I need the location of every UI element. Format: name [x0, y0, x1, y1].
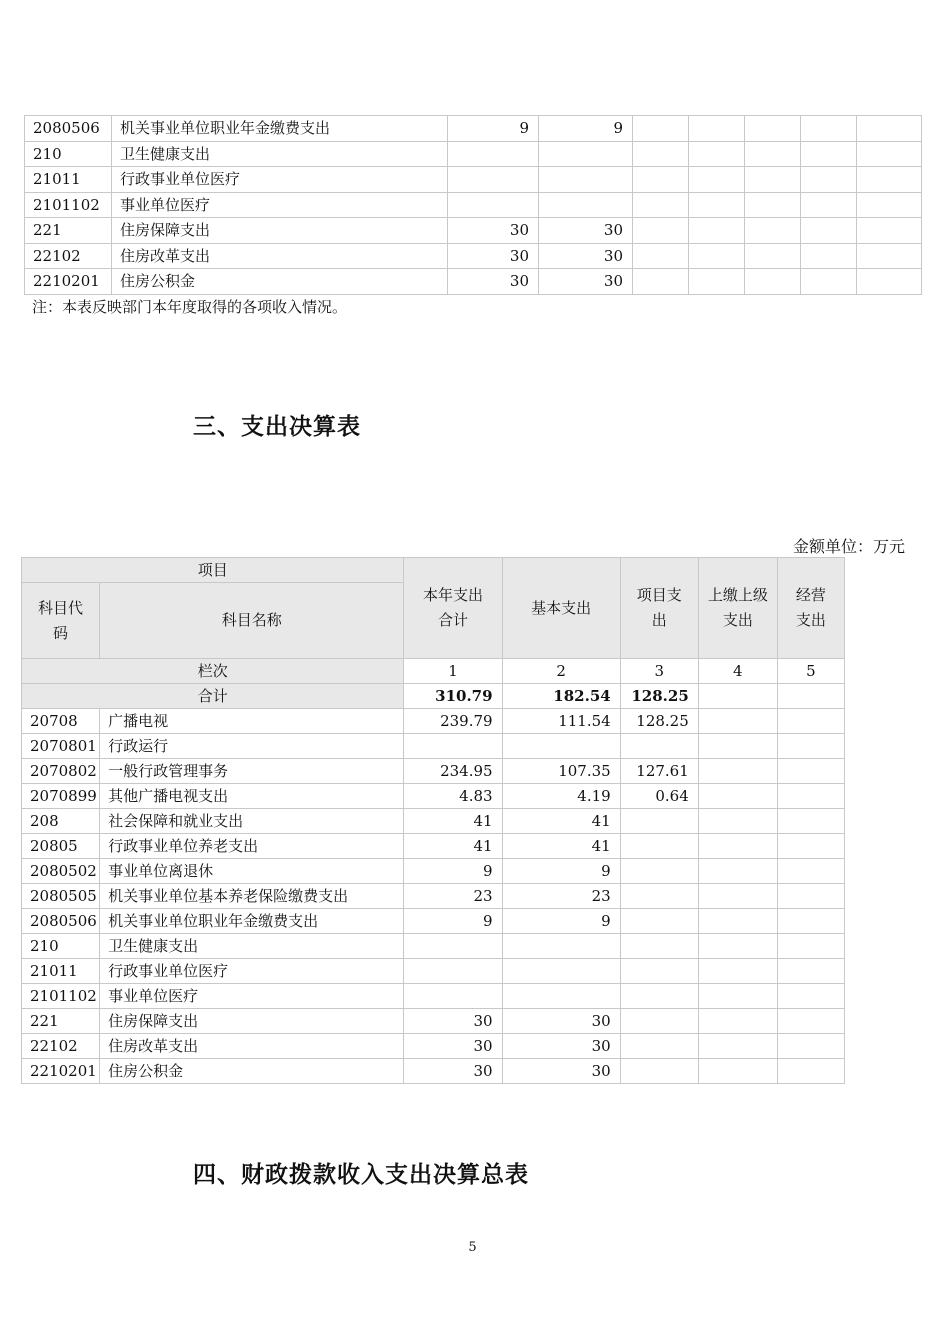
table-row: [22, 759, 845, 784]
empty-cell: [689, 269, 745, 295]
basic-expenditure: [502, 934, 620, 959]
subject-name: 住房保障支出: [100, 1009, 404, 1034]
value-col-2: [539, 192, 633, 218]
total-row-business: [777, 684, 844, 709]
basic-expenditure: 107.35: [502, 759, 620, 784]
empty-cell: [633, 116, 689, 142]
header-total: 本年支出合计: [404, 558, 502, 659]
table-row: [22, 834, 845, 859]
project-expenditure: [620, 909, 698, 934]
project-expenditure: [620, 1059, 698, 1084]
remit-expenditure: [698, 959, 777, 984]
business-expenditure: [777, 734, 844, 759]
total-row-basic: 182.54: [502, 684, 620, 709]
table-row: [22, 809, 845, 834]
project-expenditure: [620, 1034, 698, 1059]
value-col-2: [539, 141, 633, 167]
column-index-4: 4: [698, 659, 777, 684]
value-col-1: 30: [448, 243, 539, 269]
remit-expenditure: [698, 1059, 777, 1084]
empty-cell: [801, 192, 857, 218]
subject-code: 2080502: [22, 859, 100, 884]
subject-name: 其他广播电视支出: [100, 784, 404, 809]
value-col-1: 30: [448, 218, 539, 244]
empty-cell: [801, 116, 857, 142]
subject-name: 住房保障支出: [112, 218, 448, 244]
project-expenditure: 128.25: [620, 709, 698, 734]
total-expenditure: [404, 959, 502, 984]
subject-code: 2070899: [22, 784, 100, 809]
empty-cell: [857, 192, 922, 218]
table-footnote: 注：本表反映部门本年度取得的各项收入情况。: [32, 298, 348, 316]
total-row-label: 合计: [22, 684, 404, 709]
table-row: [22, 1009, 845, 1034]
subject-name: 事业单位医疗: [100, 984, 404, 1009]
table-row: [22, 709, 845, 734]
subject-code: 2080506: [22, 909, 100, 934]
project-expenditure: [620, 984, 698, 1009]
project-expenditure: [620, 1009, 698, 1034]
header-basic: 基本支出: [502, 558, 620, 659]
subject-code: 22102: [25, 243, 112, 269]
column-index-2: 2: [502, 659, 620, 684]
empty-cell: [689, 218, 745, 244]
business-expenditure: [777, 1059, 844, 1084]
business-expenditure: [777, 984, 844, 1009]
basic-expenditure: [502, 959, 620, 984]
basic-expenditure: 4.19: [502, 784, 620, 809]
subject-code: 2101102: [25, 192, 112, 218]
section-title-expenditure: 三、支出决算表: [193, 414, 361, 440]
table-row: [22, 1059, 845, 1084]
project-expenditure: [620, 834, 698, 859]
business-expenditure: [777, 909, 844, 934]
project-expenditure: 127.61: [620, 759, 698, 784]
value-col-1: [448, 167, 539, 193]
column-index-3: 3: [620, 659, 698, 684]
header-name: 科目名称: [100, 583, 404, 659]
subject-name: 社会保障和就业支出: [100, 809, 404, 834]
remit-expenditure: [698, 934, 777, 959]
subject-code: 20805: [22, 834, 100, 859]
basic-expenditure: 30: [502, 1034, 620, 1059]
subject-code: 21011: [22, 959, 100, 984]
value-col-1: [448, 192, 539, 218]
table-row: [25, 116, 922, 142]
subject-code: 221: [25, 218, 112, 244]
empty-cell: [633, 269, 689, 295]
value-col-2: 30: [539, 269, 633, 295]
header-remit: 上缴上级支出: [698, 558, 777, 659]
subject-code: 2080506: [25, 116, 112, 142]
table-row: [22, 859, 845, 884]
total-row-project: 128.25: [620, 684, 698, 709]
basic-expenditure: 30: [502, 1059, 620, 1084]
business-expenditure: [777, 859, 844, 884]
table-row: [22, 984, 845, 1009]
subject-code: 2070801: [22, 734, 100, 759]
total-expenditure: [404, 734, 502, 759]
unit-label: 金额单位：万元: [793, 537, 906, 556]
empty-cell: [689, 192, 745, 218]
table-row: [22, 784, 845, 809]
value-col-1: [448, 141, 539, 167]
business-expenditure: [777, 709, 844, 734]
total-expenditure: 4.83: [404, 784, 502, 809]
subject-name: 卫生健康支出: [100, 934, 404, 959]
total-expenditure: 41: [404, 809, 502, 834]
empty-cell: [745, 192, 801, 218]
basic-expenditure: 9: [502, 909, 620, 934]
expenditure-table: [21, 557, 845, 1084]
subject-name: 住房公积金: [112, 269, 448, 295]
empty-cell: [801, 218, 857, 244]
value-col-2: 30: [539, 218, 633, 244]
header-code: 科目代码: [22, 583, 100, 659]
project-expenditure: [620, 884, 698, 909]
total-expenditure: [404, 984, 502, 1009]
subject-name: 一般行政管理事务: [100, 759, 404, 784]
total-expenditure: 9: [404, 859, 502, 884]
subject-name: 卫生健康支出: [112, 141, 448, 167]
header-item: 项目: [22, 558, 404, 583]
value-col-2: 30: [539, 243, 633, 269]
remit-expenditure: [698, 884, 777, 909]
basic-expenditure: 30: [502, 1009, 620, 1034]
subject-name: 广播电视: [100, 709, 404, 734]
empty-cell: [857, 141, 922, 167]
subject-code: 208: [22, 809, 100, 834]
empty-cell: [745, 269, 801, 295]
subject-name: 机关事业单位职业年金缴费支出: [112, 116, 448, 142]
total-expenditure: 30: [404, 1059, 502, 1084]
remit-expenditure: [698, 784, 777, 809]
total-expenditure: 234.95: [404, 759, 502, 784]
empty-cell: [633, 218, 689, 244]
column-index-1: 1: [404, 659, 502, 684]
empty-cell: [801, 243, 857, 269]
subject-name: 住房公积金: [100, 1059, 404, 1084]
empty-cell: [857, 243, 922, 269]
project-expenditure: [620, 934, 698, 959]
subject-name: 机关事业单位职业年金缴费支出: [100, 909, 404, 934]
business-expenditure: [777, 834, 844, 859]
project-expenditure: 0.64: [620, 784, 698, 809]
empty-cell: [745, 116, 801, 142]
total-expenditure: 30: [404, 1009, 502, 1034]
value-col-1: 9: [448, 116, 539, 142]
empty-cell: [633, 243, 689, 269]
subject-code: 221: [22, 1009, 100, 1034]
subject-name: 住房改革支出: [112, 243, 448, 269]
empty-cell: [689, 167, 745, 193]
subject-code: 2101102: [22, 984, 100, 1009]
empty-cell: [801, 141, 857, 167]
table-row: [22, 734, 845, 759]
remit-expenditure: [698, 1034, 777, 1059]
empty-cell: [689, 243, 745, 269]
table-row: [25, 243, 922, 269]
subject-name: 行政事业单位医疗: [100, 959, 404, 984]
table-row: [25, 218, 922, 244]
empty-cell: [801, 167, 857, 193]
value-col-2: 9: [539, 116, 633, 142]
subject-code: 2210201: [25, 269, 112, 295]
value-col-1: 30: [448, 269, 539, 295]
empty-cell: [633, 167, 689, 193]
total-expenditure: 41: [404, 834, 502, 859]
business-expenditure: [777, 784, 844, 809]
subject-name: 行政事业单位医疗: [112, 167, 448, 193]
remit-expenditure: [698, 984, 777, 1009]
empty-cell: [633, 192, 689, 218]
continued-income-table: [24, 115, 922, 295]
empty-cell: [745, 141, 801, 167]
empty-cell: [857, 269, 922, 295]
business-expenditure: [777, 1009, 844, 1034]
subject-code: 210: [25, 141, 112, 167]
project-expenditure: [620, 809, 698, 834]
table-row: [25, 269, 922, 295]
header-business: 经营支出: [777, 558, 844, 659]
basic-expenditure: 9: [502, 859, 620, 884]
subject-name: 机关事业单位基本养老保险缴费支出: [100, 884, 404, 909]
empty-cell: [689, 116, 745, 142]
business-expenditure: [777, 1034, 844, 1059]
subject-code: 2080505: [22, 884, 100, 909]
remit-expenditure: [698, 809, 777, 834]
remit-expenditure: [698, 859, 777, 884]
subject-code: 21011: [25, 167, 112, 193]
subject-name: 事业单位离退休: [100, 859, 404, 884]
table-row: [22, 1034, 845, 1059]
empty-cell: [745, 218, 801, 244]
subject-code: 2070802: [22, 759, 100, 784]
remit-expenditure: [698, 834, 777, 859]
total-expenditure: 30: [404, 1034, 502, 1059]
remit-expenditure: [698, 909, 777, 934]
total-expenditure: 23: [404, 884, 502, 909]
business-expenditure: [777, 884, 844, 909]
table-row: [25, 141, 922, 167]
empty-cell: [689, 141, 745, 167]
empty-cell: [801, 269, 857, 295]
business-expenditure: [777, 934, 844, 959]
empty-cell: [745, 167, 801, 193]
remit-expenditure: [698, 1009, 777, 1034]
section-title-fiscal-summary: 四、财政拨款收入支出决算总表: [193, 1162, 529, 1188]
total-expenditure: 239.79: [404, 709, 502, 734]
basic-expenditure: [502, 984, 620, 1009]
basic-expenditure: 41: [502, 809, 620, 834]
basic-expenditure: 41: [502, 834, 620, 859]
project-expenditure: [620, 859, 698, 884]
subject-code: 20708: [22, 709, 100, 734]
empty-cell: [857, 218, 922, 244]
table-row: [22, 884, 845, 909]
subject-code: 2210201: [22, 1059, 100, 1084]
column-index-label: 栏次: [22, 659, 404, 684]
page-number: 5: [468, 1240, 477, 1255]
empty-cell: [857, 167, 922, 193]
remit-expenditure: [698, 759, 777, 784]
business-expenditure: [777, 809, 844, 834]
subject-name: 住房改革支出: [100, 1034, 404, 1059]
total-row-remit: [698, 684, 777, 709]
subject-code: 22102: [22, 1034, 100, 1059]
table-row: [22, 934, 845, 959]
basic-expenditure: [502, 734, 620, 759]
table-row: [22, 909, 845, 934]
table-row: [25, 192, 922, 218]
empty-cell: [633, 141, 689, 167]
remit-expenditure: [698, 734, 777, 759]
business-expenditure: [777, 759, 844, 784]
total-expenditure: [404, 934, 502, 959]
subject-code: 210: [22, 934, 100, 959]
empty-cell: [857, 116, 922, 142]
table-row: [22, 959, 845, 984]
table-row: [25, 167, 922, 193]
basic-expenditure: 23: [502, 884, 620, 909]
project-expenditure: [620, 959, 698, 984]
empty-cell: [745, 243, 801, 269]
header-project: 项目支出: [620, 558, 698, 659]
subject-name: 行政运行: [100, 734, 404, 759]
value-col-2: [539, 167, 633, 193]
business-expenditure: [777, 959, 844, 984]
total-row-total: 310.79: [404, 684, 502, 709]
basic-expenditure: 111.54: [502, 709, 620, 734]
remit-expenditure: [698, 709, 777, 734]
column-index-5: 5: [777, 659, 844, 684]
subject-name: 事业单位医疗: [112, 192, 448, 218]
subject-name: 行政事业单位养老支出: [100, 834, 404, 859]
total-expenditure: 9: [404, 909, 502, 934]
project-expenditure: [620, 734, 698, 759]
